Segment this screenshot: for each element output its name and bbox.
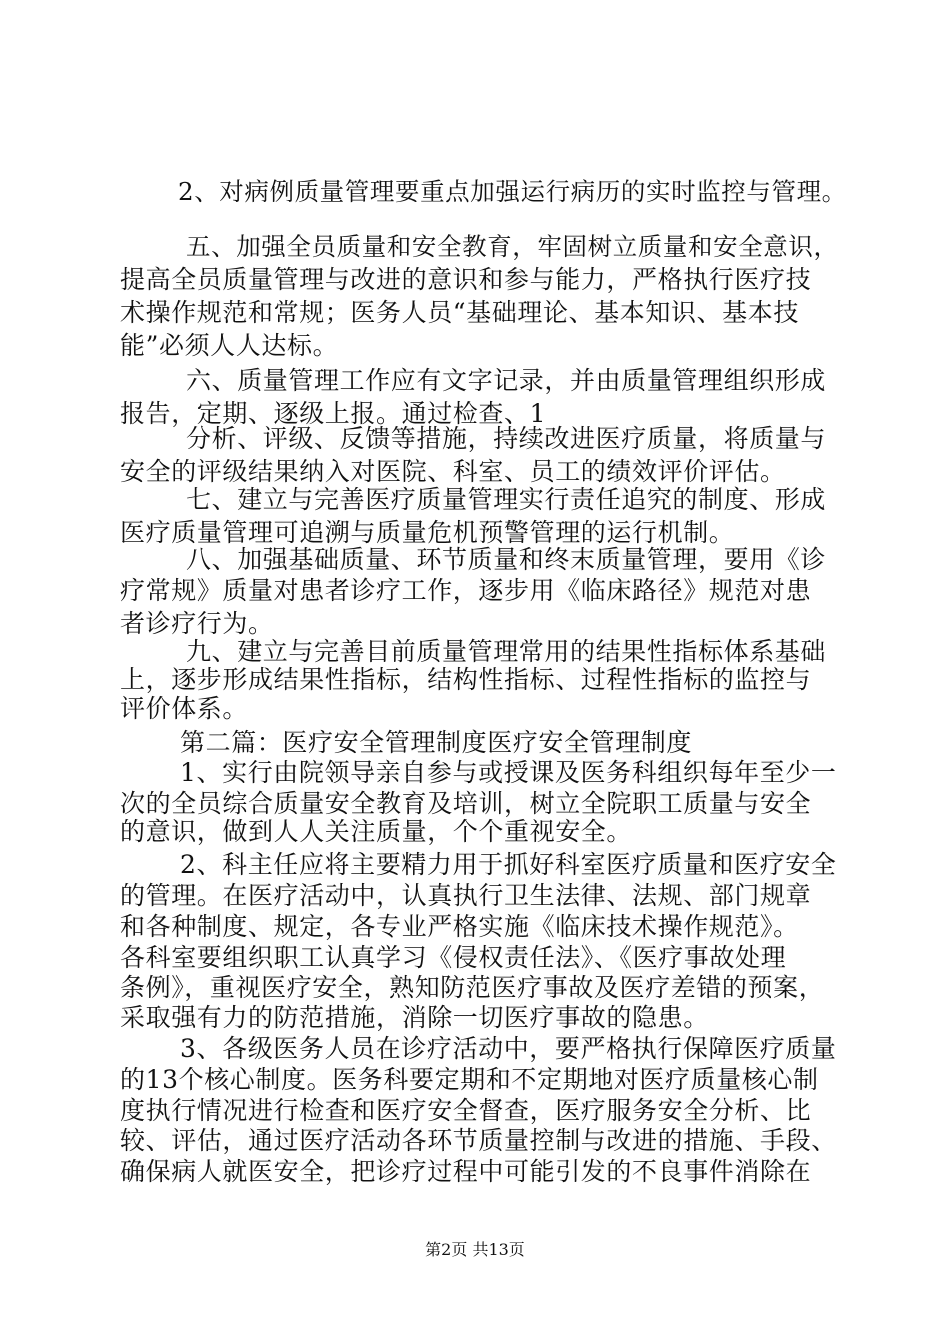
text-line: 度执行情况进行检查和医疗安全督查，医疗服务安全分析、比 <box>120 1096 812 1125</box>
text-line: 1、实行由院领导亲自参与或授课及医务科组织每年至少一 <box>180 758 837 787</box>
text-line: 确保病人就医安全，把诊疗过程中可能引发的不良事件消除在 <box>120 1157 812 1186</box>
text-line: 六、质量管理工作应有文字记录，并由质量管理组织形成 <box>186 366 827 395</box>
text-line: 2、科主任应将主要精力用于抓好科室医疗质量和医疗安全 <box>180 850 837 879</box>
text-line: 者诊疗行为。 <box>120 609 274 638</box>
text-line: 七、建立与完善医疗质量管理实行责任追究的制度、形成 <box>186 485 827 514</box>
text-line: 分析、评级、反馈等措施，持续改进医疗质量，将质量与 <box>186 424 827 453</box>
text-line: 较、评估，通过医疗活动各环节质量控制与改进的措施、手段、 <box>120 1126 837 1155</box>
text-line: 安全的评级结果纳入对医院、科室、员工的绩效评价评估。 <box>120 457 786 486</box>
text-line: 条例》，重视医疗安全，熟知防范医疗事故及医疗差错的预案， <box>120 973 825 1002</box>
text-line: 提高全员质量管理与改进的意识和参与能力，严格执行医疗技 <box>120 265 812 294</box>
text-line: 能”必须人人达标。 <box>120 331 339 360</box>
text-line: 八、加强基础质量、环节质量和终末质量管理，要用《诊 <box>186 545 827 574</box>
text-line: 九、建立与完善目前质量管理常用的结果性指标体系基础 <box>186 637 827 666</box>
text-line: 和各种制度、规定，各专业严格实施《临床技术操作规范》。 <box>120 912 799 941</box>
page-footer: 第2页 共13页 <box>425 1240 525 1259</box>
text-line: 报告，定期、逐级上报。通过检查、1 <box>120 399 547 428</box>
text-line: 评价体系。 <box>120 694 249 723</box>
text-line: 的意识，做到人人关注质量，个个重视安全。 <box>120 817 633 846</box>
text-line: 疗常规》质量对患者诊疗工作，逐步用《临床路径》规范对患 <box>120 576 812 605</box>
text-line: 第二篇：医疗安全管理制度医疗安全管理制度 <box>180 728 693 757</box>
text-line: 医疗质量管理可追溯与质量危机预警管理的运行机制。 <box>120 518 735 547</box>
text-line: 的管理。在医疗活动中，认真执行卫生法律、法规、部门规章 <box>120 881 812 910</box>
text-line: 采取强有力的防范措施，消除一切医疗事故的隐患。 <box>120 1003 709 1032</box>
text-line: 3、各级医务人员在诊疗活动中，要严格执行保障医疗质量 <box>180 1034 837 1063</box>
text-line: 各科室要组织职工认真学习《侵权责任法》、《医疗事故处理 <box>120 943 787 972</box>
text-line: 2、对病例质量管理要重点加强运行病历的实时监控与管理。 <box>178 177 847 206</box>
text-line: 上，逐步形成结果性指标，结构性指标、过程性指标的监控与 <box>120 665 812 694</box>
text-line: 的13个核心制度。医务科要定期和不定期地对医疗质量核心制 <box>120 1065 819 1094</box>
text-line: 次的全员综合质量安全教育及培训，树立全院职工质量与安全 <box>120 789 812 818</box>
text-line: 五、加强全员质量和安全教育，牢固树立质量和安全意识， <box>186 232 839 261</box>
text-line: 术操作规范和常规；医务人员“基础理论、基本知识、基本技 <box>120 298 799 327</box>
